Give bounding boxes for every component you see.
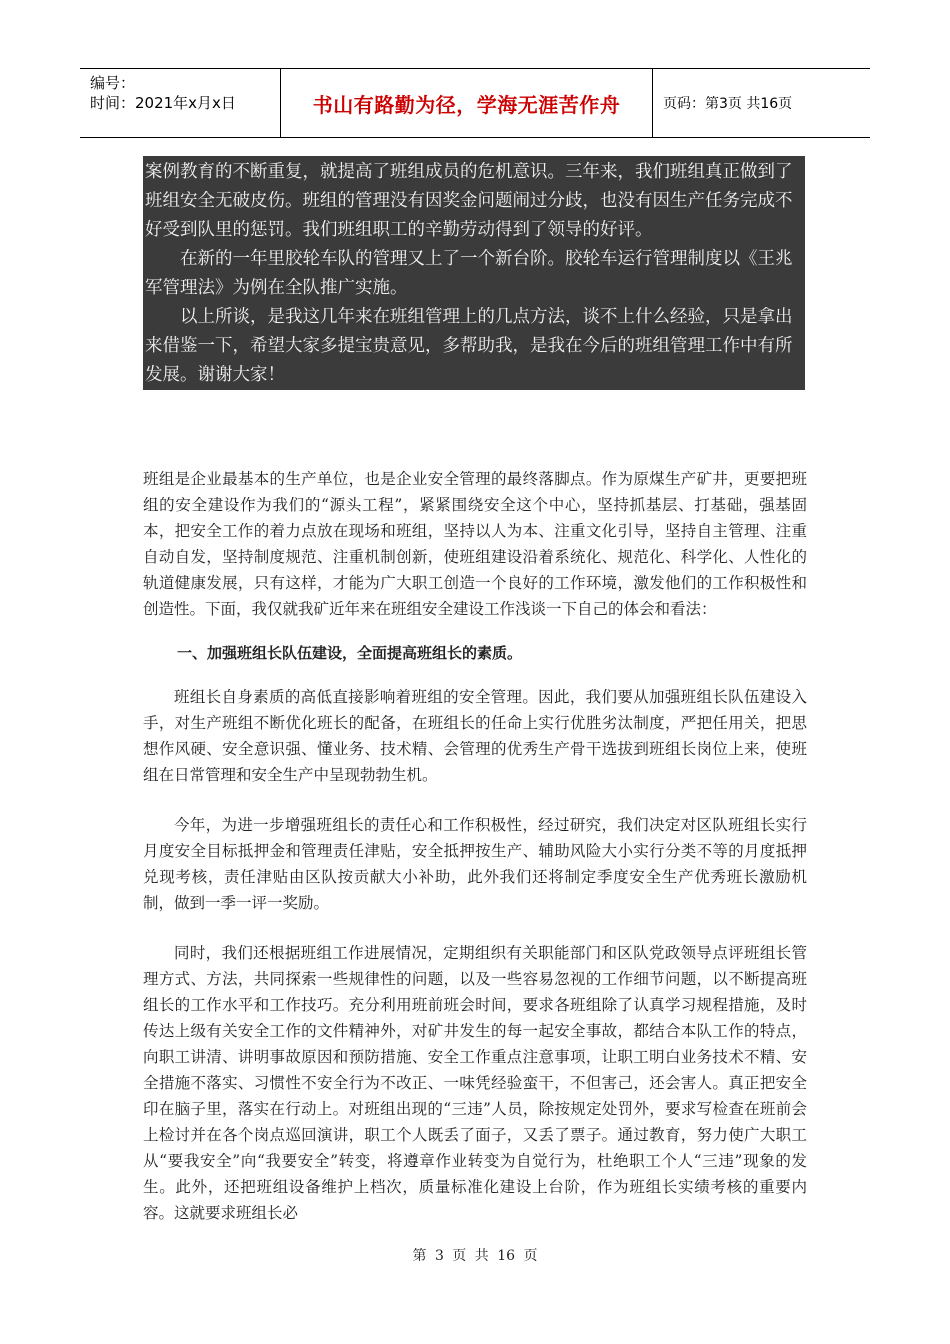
highlighted-text-block	[143, 156, 805, 390]
document-body	[143, 466, 807, 1226]
header-meta	[80, 69, 280, 137]
highlight-paragraph-2: 在新的一年里胶轮车队的管理又上了一个新台阶。胶轮车运行管理制度以《王兆军管理法》为例在全队推广实施。	[145, 249, 793, 298]
body-paragraph-3: 同时，我们还根据班组工作进展情况，定期组织有关职能部门和区队党政领导点评班组长管理方式、方法，共同探索一些规律性的问题，以及一些容易忽视的工作细节问题，以不断提高班组长的工作水平和工作技巧。充分利用班前班会时间，要求各班组除了认真学习规程措施，及时传达上级有关安全工作的文件精神外，对矿井发生的每一起安全事故，都结合本队工作的特点，向职工讲清、讲明事故原因和预防措施、安全工作重点注意事项，让职工明白业务技术不精、安全措施不落实、习惯性不安全行为不改正、一味凭经验蛮干，不但害己，还会害人。真正把安全印在脑子里，落实在行动上。对班组出现的“三违”人员，除按规定处罚外，要求写检查在班前会上检讨并在各个岗点巡回演讲，职工个人既丢了面子，又丢了票子。通过教育，努力使广大职工从“要我安全”向“我要安全”转变，将遵章作业转变为自觉行为，杜绝职工个人“三违”现象的发生。此外，还把班组设备维护上档次，质量标准化建设上台阶，作为班组长实绩考核的重要内容。这就要求班组长必	[143, 944, 807, 1222]
highlight-paragraph-3: 以上所谈，是我这几年来在班组管理上的几点方法，谈不上什么经验，只是拿出来借鉴一下，希望大家多提宝贵意见，多帮助我，是我在今后的班组管理工作中有所发展。谢谢大家！	[145, 307, 793, 385]
page-footer: 第 3 页 共 16 页	[412, 1248, 538, 1264]
header-page-info: 页码：第3页 共16页	[663, 96, 793, 112]
highlight-paragraph-1: 案例教育的不断重复，就提高了班组成员的危机意识。三年来，我们班组真正做到了班组安全无破皮伤。班组的管理没有因奖金问题闹过分歧，也没有因生产任务完成不好受到队里的惩罚。我们班组职工的辛勤劳动得到了领导的好评。	[145, 162, 793, 240]
body-paragraph-2: 今年，为进一步增强班组长的责任心和工作积极性，经过研究，我们决定对区队班组长实行月度安全目标抵押金和管理责任津贴，安全抵押按生产、辅助风险大小实行分类不等的月度抵押兑现考核，责任津贴由区队按贡献大小补助，此外我们还将制定季度安全生产优秀班长激励机制，做到一季一评一奖励。	[143, 816, 807, 912]
intro-paragraph: 班组是企业最基本的生产单位，也是企业安全管理的最终落脚点。作为原煤生产矿井，更要把班组的安全建设作为我们的“源头工程”，紧紧围绕安全这个中心，坚持抓基层、打基础，强基固本，把安全工作的着力点放在现场和班组，坚持以人为本、注重文化引导，坚持自主管理、注重自动自发，坚持制度规范、注重机制创新，使班组建设沿着系统化、规范化、科学化、人性化的轨道健康发展，只有这样，才能为广大职工创造一个良好的工作环境，激发他们的工作积极性和创造性。下面，我仅就我矿近年来在班组安全建设工作浅谈一下自己的体会和看法：	[143, 470, 807, 618]
header-motto: 书山有路勤为径，学海无涯苦作舟	[280, 69, 653, 137]
number-label: 编号：	[90, 74, 136, 92]
body-paragraph-1: 班组长自身素质的高低直接影响着班组的安全管理。因此，我们要从加强班组长队伍建设入手，对生产班组不断优化班长的配备，在班组长的任命上实行优胜劣汰制度，严把任用关，把思想作风硬、安全意识强、懂业务、技术精、会管理的优秀生产骨干选拔到班组长岗位上来，使班组在日常管理和安全生产中呈现勃勃生机。	[143, 688, 807, 784]
time-label: 时间：2021年x月x日	[90, 94, 236, 112]
page-header	[80, 68, 870, 138]
section-heading-1: 一、加强班组长队伍建设，全面提高班组长的素质。	[177, 644, 523, 662]
